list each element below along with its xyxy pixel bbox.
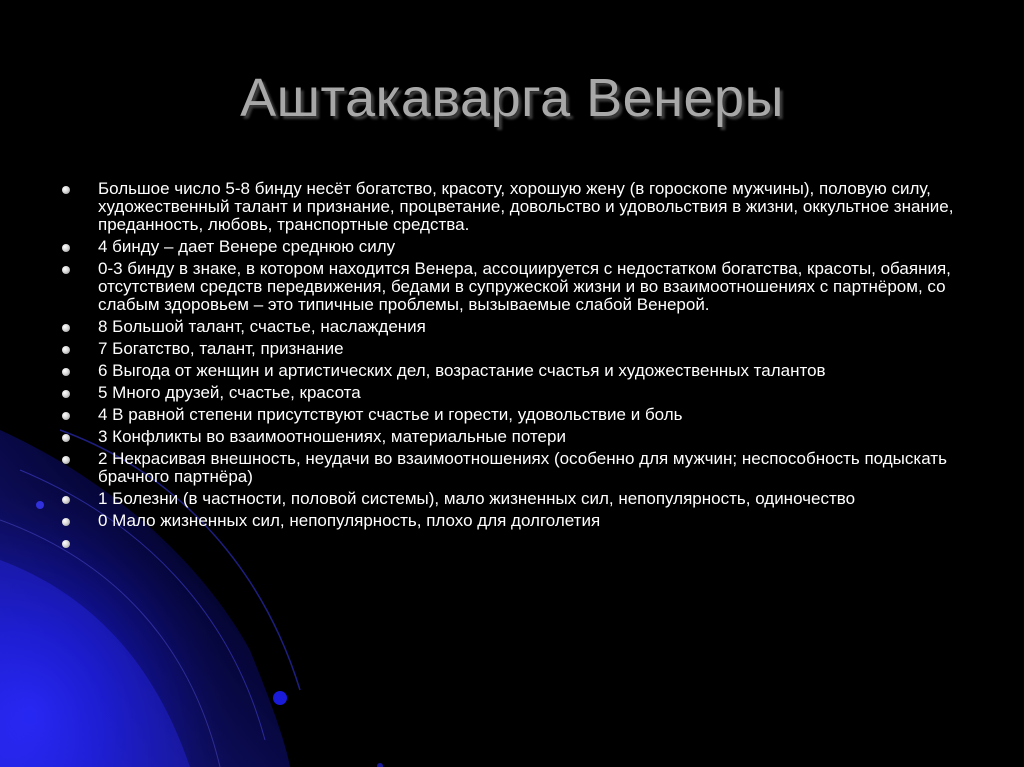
bullet-text: 7 Богатство, талант, признание bbox=[98, 339, 344, 358]
list-item bbox=[62, 180, 972, 234]
bullet-icon bbox=[62, 368, 70, 376]
list-item bbox=[62, 406, 972, 424]
list-item bbox=[62, 362, 972, 380]
bullet-text: 6 Выгода от женщин и артистических дел, возрастание счастья и художественных талантов bbox=[98, 361, 826, 380]
list-item bbox=[62, 260, 972, 314]
slide-title: Аштакаварга Венеры bbox=[240, 68, 784, 128]
list-item bbox=[62, 384, 972, 402]
bullet-list bbox=[62, 180, 972, 556]
bullet-icon bbox=[62, 540, 70, 548]
bullet-text: 8 Большой талант, счастье, наслаждения bbox=[98, 317, 426, 336]
bullet-text: 4 В равной степени присутствуют счастье и горести, удовольствие и боль bbox=[98, 405, 683, 424]
bullet-icon bbox=[62, 518, 70, 526]
bullet-icon bbox=[62, 390, 70, 398]
bullet-icon bbox=[62, 244, 70, 252]
bullet-text: 2 Некрасивая внешность, неудачи во взаимоотношениях (особенно для мужчин; неспособность подыскать брачного партнёра) bbox=[98, 449, 947, 486]
bullet-text: 4 бинду – дает Венере среднюю силу bbox=[98, 237, 396, 256]
bullet-text: 5 Много друзей, счастье, красота bbox=[98, 383, 361, 402]
list-item bbox=[62, 428, 972, 446]
bullet-text: 0 Мало жизненных сил, непопулярность, плохо для долголетия bbox=[98, 511, 601, 530]
bullet-icon bbox=[62, 496, 70, 504]
bullet-icon bbox=[62, 434, 70, 442]
list-item-empty bbox=[62, 534, 972, 552]
bullet-text: Большое число 5-8 бинду несёт богатство, красоту, хорошую жену (в гороскопе мужчины), половую силу, художественный талант и признание, процветание, довольство и удовольствия в жизни, оккультное знание, преданность, любовь, транспортные средства. bbox=[98, 179, 954, 234]
list-item bbox=[62, 340, 972, 358]
list-item bbox=[62, 318, 972, 336]
list-item bbox=[62, 450, 972, 486]
list-item bbox=[62, 512, 972, 530]
bullet-icon bbox=[62, 456, 70, 464]
bullet-icon bbox=[62, 324, 70, 332]
bullet-icon bbox=[62, 346, 70, 354]
list-item bbox=[62, 238, 972, 256]
bullet-text: 3 Конфликты во взаимоотношениях, материальные потери bbox=[98, 427, 566, 446]
bullet-icon bbox=[62, 186, 70, 194]
bullet-text: 0-3 бинду в знаке, в котором находится Венера, ассоциируется с недостатком богатства, красоты, обаяния, отсутствием средств передвижения, бедами в супружеской жизни и во взаимоотношениях с партнёром, со слабым здоровьем – это типичные проблемы, вызываемые слабой Венерой. bbox=[98, 259, 951, 314]
list-item bbox=[62, 490, 972, 508]
bullet-text: 1 Болезни (в частности, половой системы), мало жизненных сил, непопулярность, одиночество bbox=[98, 489, 856, 508]
bullet-text bbox=[98, 533, 103, 552]
bullet-icon bbox=[62, 412, 70, 420]
bullet-icon bbox=[62, 266, 70, 274]
